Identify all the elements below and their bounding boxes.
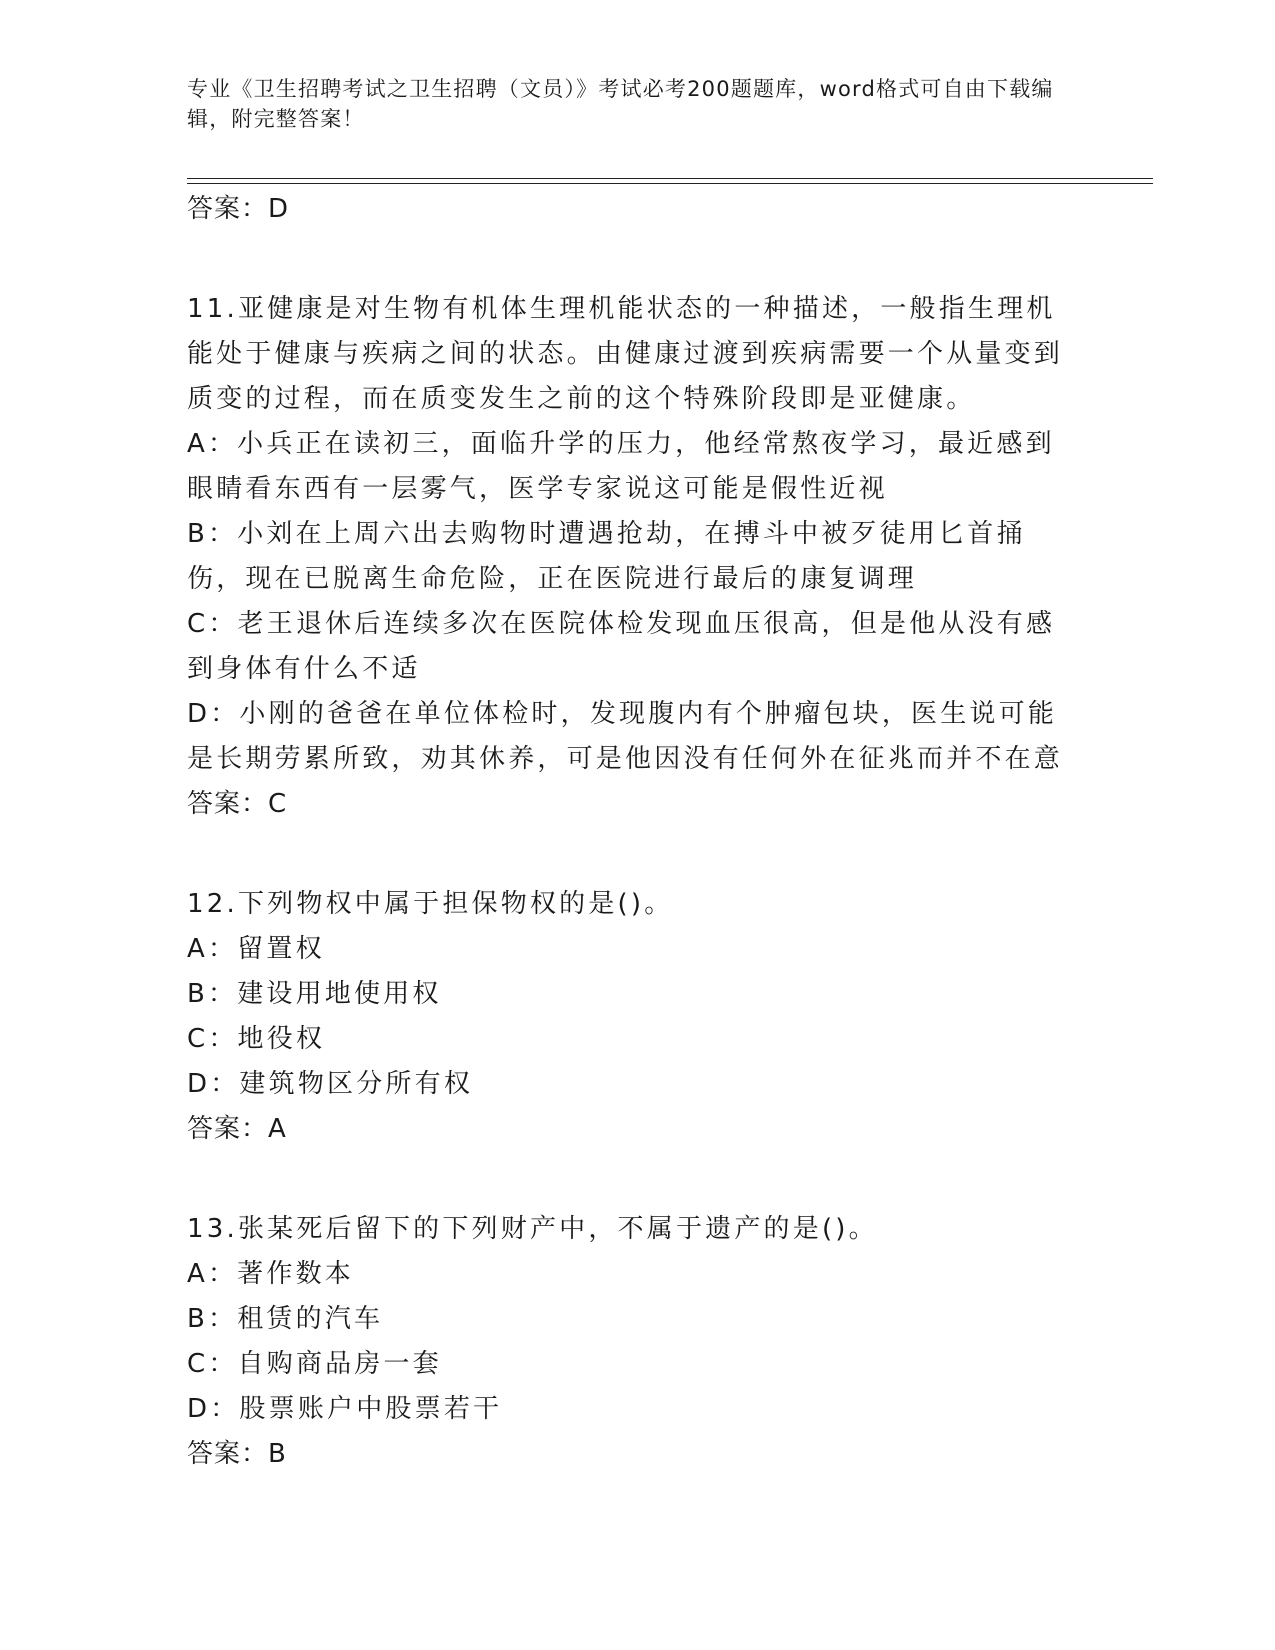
option-d: D：小刚的爸爸在单位体检时，发现腹内有个肿瘤包块，医生说可能是长期劳累所致，劝其休养，可是他因没有任何外在征兆而并不在意 xyxy=(187,699,1064,774)
question-list xyxy=(187,187,1067,1476)
option-c: C：老王退休后连续多次在医院体检发现血压很高，但是他从没有感到身体有什么不适 xyxy=(187,609,1056,684)
question-text: 11.亚健康是对生物有机体生理机能状态的一种描述，一般指生理机能处于健康与疾病之间的状态。由健康过渡到疾病需要一个从量变到质变的过程，而在质变发生之前的这个特殊阶段即是亚健康。 xyxy=(187,294,1064,414)
question-text: 13.张某死后留下的下列财产中，不属于遗产的是()。 xyxy=(187,1214,878,1244)
previous-answer: 答案：D xyxy=(187,194,290,224)
question-12 xyxy=(187,882,1067,1151)
header-divider-top xyxy=(187,178,1153,179)
option-a: A：留置权 xyxy=(187,934,325,964)
option-a: A：小兵正在读初三，面临升学的压力，他经常熬夜学习，最近感到眼睛看东西有一层雾气，医学专家说这可能是假性近视 xyxy=(187,429,1055,504)
option-d: D：股票账户中股票若干 xyxy=(187,1394,503,1424)
question-11 xyxy=(187,287,1067,826)
option-b: B：小刘在上周六出去购物时遭遇抢劫，在搏斗中被歹徒用匕首捅伤，现在已脱离生命危险，正在医院进行最后的康复调理 xyxy=(187,519,1026,594)
option-c: C：自购商品房一套 xyxy=(187,1349,442,1379)
option-c: C：地役权 xyxy=(187,1024,326,1054)
option-b: B：建设用地使用权 xyxy=(187,979,442,1009)
option-b: B：租赁的汽车 xyxy=(187,1304,384,1334)
header-note: 专业《卫生招聘考试之卫生招聘（文员）》考试必考200题题库，word格式可自由下载编辑，附完整答案！ xyxy=(187,77,1054,131)
answer: 答案：B xyxy=(187,1439,287,1469)
option-d: D：建筑物区分所有权 xyxy=(187,1069,474,1099)
answer: 答案：A xyxy=(187,1114,287,1144)
option-a: A：著作数本 xyxy=(187,1259,354,1289)
header-divider-bottom xyxy=(187,183,1153,184)
answer: 答案：C xyxy=(187,789,288,819)
question-text: 12.下列物权中属于担保物权的是()。 xyxy=(187,889,674,919)
question-13 xyxy=(187,1207,1067,1476)
